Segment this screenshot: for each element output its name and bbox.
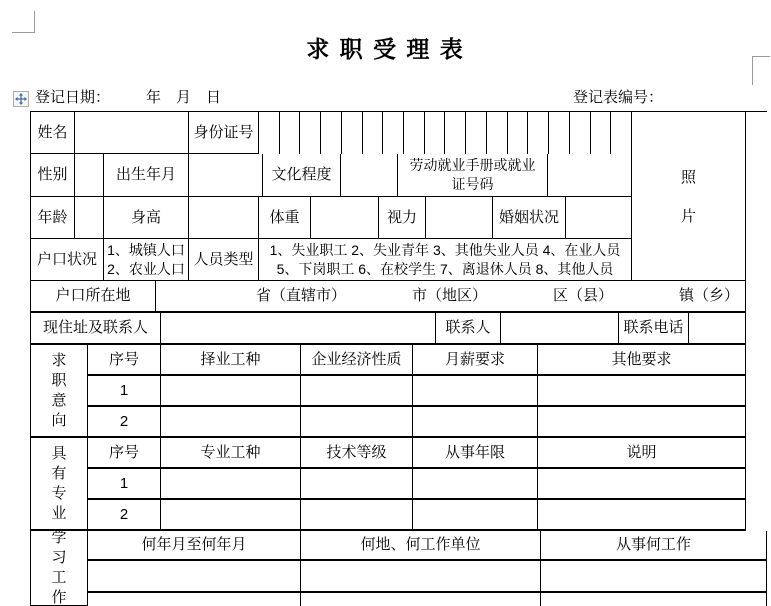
col-header-salary: 月薪要求 — [413, 345, 538, 376]
weight-input-cell[interactable] — [311, 197, 379, 239]
hukou-option-urban: 1、城镇人口 — [107, 241, 185, 258]
id-digit-cells — [259, 112, 632, 154]
other-req-input-cell[interactable] — [538, 376, 746, 407]
district-label: 区（县） — [553, 287, 614, 304]
job-intention-row-2 — [88, 407, 746, 438]
years-input-cell[interactable] — [413, 469, 538, 500]
id-digit-cell[interactable] — [321, 112, 342, 154]
profession-row-1 — [88, 469, 746, 500]
hukou-option-rural: 2、农业人口 — [107, 260, 185, 277]
col-header-enterprise: 企业经济性质 — [301, 345, 413, 376]
work-input-cell[interactable] — [541, 593, 767, 606]
person-type-label: 人员类型 — [189, 239, 259, 281]
col-header-seq: 序号 — [88, 345, 161, 376]
col-header-jobtype: 择业工种 — [161, 345, 301, 376]
period-input-cell[interactable] — [88, 561, 301, 593]
row-hukou-persontype — [31, 239, 632, 281]
col-header-techgrade: 技术等级 — [301, 438, 413, 469]
weight-label: 体重 — [259, 197, 311, 239]
col-header-other: 其他要求 — [538, 345, 746, 376]
person-type-options-line1: 1、失业职工 2、失业青年 3、其他失业人员 4、在业人员 — [269, 241, 621, 258]
form-title: 求 职 受 理 表 — [306, 36, 465, 62]
day-label: 日 — [206, 89, 222, 106]
birth-date-label: 出生年月 — [104, 154, 189, 197]
work-input-cell[interactable] — [541, 561, 767, 593]
education-input-cell[interactable] — [341, 154, 398, 197]
name-label: 姓名 — [31, 112, 75, 154]
table-move-handle-icon[interactable] — [13, 91, 29, 107]
row-gender-birth — [31, 154, 632, 197]
section-profession — [31, 438, 767, 531]
jobtype-input-cell[interactable] — [161, 407, 301, 438]
gender-input-cell[interactable] — [75, 154, 104, 197]
id-digit-cell[interactable] — [591, 112, 612, 154]
photo-cell[interactable] — [632, 112, 746, 281]
section-experience — [31, 531, 767, 606]
other-req-input-cell[interactable] — [538, 407, 746, 438]
col-header-protype: 专业工种 — [161, 438, 301, 469]
id-digit-cell[interactable] — [570, 112, 591, 154]
name-input-cell[interactable] — [75, 112, 189, 154]
serial-number-label: 登记表编号： — [573, 89, 664, 106]
id-digit-cell[interactable] — [363, 112, 384, 154]
application-form-table — [30, 111, 767, 606]
month-label: 月 — [176, 89, 192, 106]
experience-header-row — [88, 531, 767, 561]
seq-number: 2 — [88, 500, 161, 531]
col-header-work: 从事何工作 — [541, 531, 767, 561]
col-header-seq: 序号 — [88, 438, 161, 469]
profession-label: 具 有 专 业 — [31, 438, 88, 531]
age-input-cell[interactable] — [75, 197, 104, 239]
col-header-notes: 说明 — [538, 438, 746, 469]
height-label: 身高 — [104, 197, 189, 239]
handbook-number-input-cell[interactable] — [548, 154, 632, 197]
profession-row-2 — [88, 500, 746, 531]
seq-number: 1 — [88, 469, 161, 500]
id-digit-cell[interactable] — [445, 112, 466, 154]
contact-person-input-cell[interactable] — [501, 313, 619, 345]
vision-label: 视力 — [379, 197, 426, 239]
date-label: 登记日期： — [35, 89, 111, 106]
id-digit-cell[interactable] — [342, 112, 363, 154]
salary-input-cell[interactable] — [413, 407, 538, 438]
jobtype-input-cell[interactable] — [161, 376, 301, 407]
hukou-status-label: 户口状况 — [31, 239, 104, 281]
birth-date-input-cell[interactable] — [189, 154, 263, 197]
techgrade-input-cell[interactable] — [301, 469, 413, 500]
marital-status-label: 婚姻状况 — [493, 197, 566, 239]
city-label: 市（地区） — [412, 287, 488, 304]
notes-input-cell[interactable] — [538, 500, 746, 531]
id-digit-cell[interactable] — [280, 112, 301, 154]
row-name-id — [31, 112, 632, 154]
id-digit-cell[interactable] — [259, 112, 280, 154]
address-label: 现住址及联系人 — [31, 313, 161, 345]
education-label: 文化程度 — [263, 154, 341, 197]
row-address-contact — [31, 313, 746, 345]
contact-person-label: 联系人 — [436, 313, 501, 345]
gender-label: 性别 — [31, 154, 75, 197]
town-label: 镇（乡） — [679, 287, 740, 304]
employment-handbook-label — [398, 154, 548, 197]
section-job-intention — [31, 345, 767, 438]
hukou-location-input-cell[interactable] — [156, 281, 746, 313]
protype-input-cell[interactable] — [161, 469, 301, 500]
id-digit-cell[interactable] — [487, 112, 508, 154]
experience-row-1 — [88, 561, 767, 593]
job-intention-header-row — [88, 345, 746, 376]
row-age-height — [31, 197, 632, 239]
contact-phone-label: 联系电话 — [619, 313, 689, 345]
job-intention-row-1 — [88, 376, 746, 407]
age-label: 年龄 — [31, 197, 75, 239]
handbook-label-line1: 劳动就业手册或就业 — [409, 157, 536, 173]
person-type-options-line2: 5、下岗职工 6、在校学生 7、离退休人员 8、其他人员 — [276, 260, 614, 277]
place-unit-input-cell[interactable] — [301, 561, 541, 593]
vision-input-cell[interactable] — [426, 197, 493, 239]
province-label: 省（直辖市） — [256, 287, 347, 304]
marital-status-input-cell[interactable] — [566, 197, 632, 239]
contact-phone-input-cell[interactable] — [689, 313, 746, 345]
protype-input-cell[interactable] — [161, 500, 301, 531]
enterprise-input-cell[interactable] — [301, 407, 413, 438]
col-header-place-unit: 何地、何工作单位 — [301, 531, 541, 561]
id-number-label: 身份证号 — [189, 112, 259, 154]
place-unit-input-cell[interactable] — [301, 593, 541, 606]
experience-row-2 — [88, 593, 767, 606]
hukou-options — [104, 239, 189, 281]
id-digit-cell[interactable] — [611, 112, 632, 154]
period-input-cell[interactable] — [88, 593, 301, 606]
id-digit-cell[interactable] — [300, 112, 321, 154]
hukou-location-label: 户口所在地 — [31, 281, 156, 313]
years-input-cell[interactable] — [413, 500, 538, 531]
height-input-cell[interactable] — [189, 197, 259, 239]
photo-label-char-2: 片 — [680, 208, 696, 225]
id-digit-cell[interactable] — [549, 112, 570, 154]
registration-date-line — [35, 86, 221, 107]
page-margin-mark-top-left — [12, 11, 35, 33]
experience-label: 学 习 工 作 — [31, 531, 88, 606]
techgrade-input-cell[interactable] — [301, 500, 413, 531]
id-digit-cell[interactable] — [383, 112, 404, 154]
notes-input-cell[interactable] — [538, 469, 746, 500]
id-digit-cell[interactable] — [425, 112, 446, 154]
col-header-period: 何年月至何年月 — [88, 531, 301, 561]
seq-number: 1 — [88, 376, 161, 407]
id-digit-cell[interactable] — [404, 112, 425, 154]
row-hukou-location — [31, 281, 746, 313]
seq-number: 2 — [88, 407, 161, 438]
id-digit-cell[interactable] — [508, 112, 529, 154]
address-input-cell[interactable] — [161, 313, 436, 345]
id-digit-cell[interactable] — [528, 112, 549, 154]
enterprise-input-cell[interactable] — [301, 376, 413, 407]
handbook-label-line2: 证号码 — [451, 176, 494, 192]
col-header-years: 从事年限 — [413, 438, 538, 469]
photo-label-char-1: 照 — [680, 169, 696, 186]
profession-header-row — [88, 438, 746, 469]
year-label: 年 — [146, 89, 162, 106]
job-intention-label: 求 职 意 向 — [31, 345, 88, 438]
salary-input-cell[interactable] — [413, 376, 538, 407]
id-digit-cell[interactable] — [466, 112, 487, 154]
person-type-options — [259, 239, 632, 281]
